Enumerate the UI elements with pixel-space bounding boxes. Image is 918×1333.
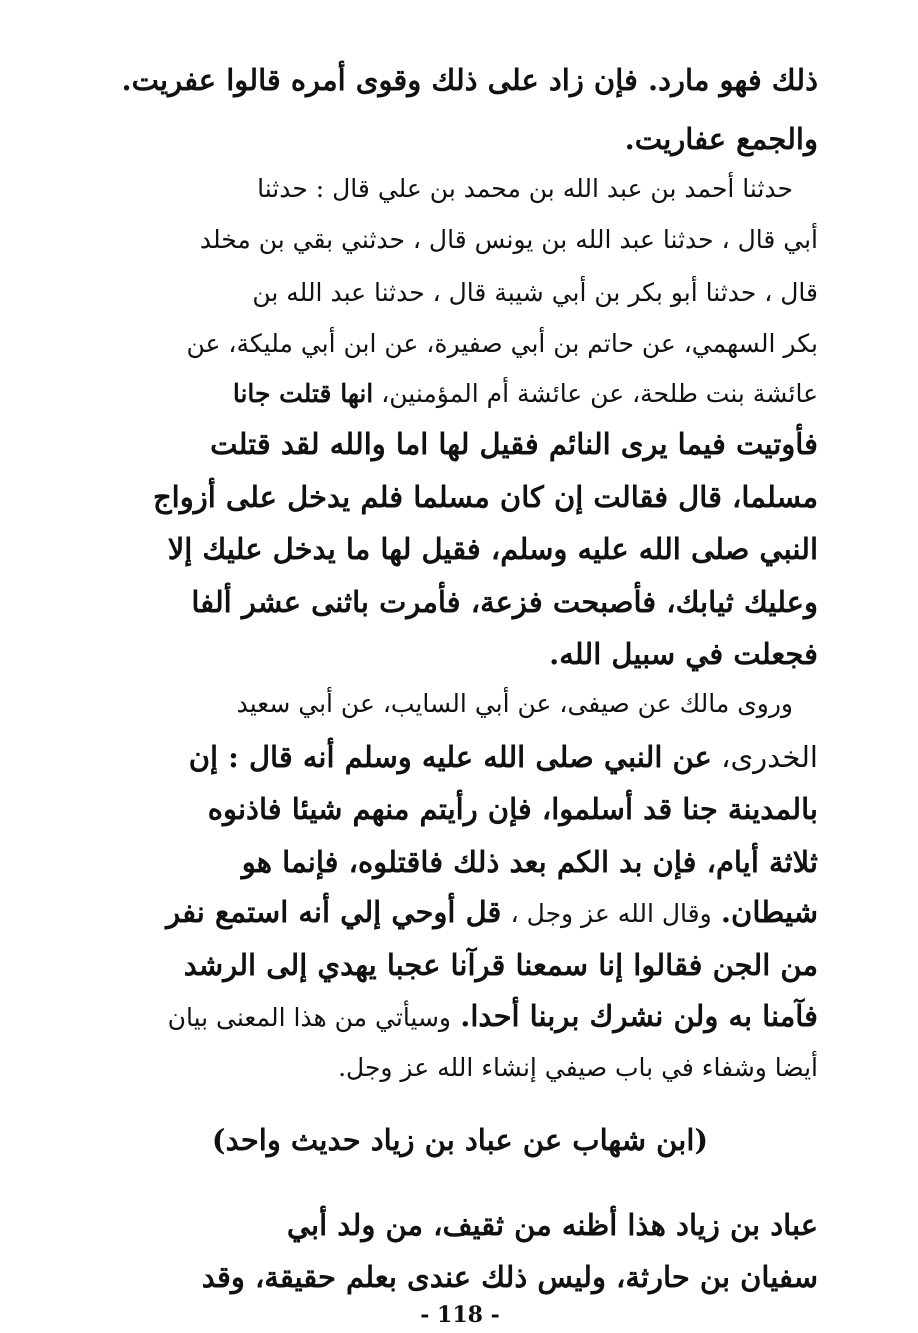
text-line: مسلما، قال فقالت إن كان مسلما فلم يدخل على أزواج: [152, 480, 818, 514]
text-line: سفيان بن حارثة، وليس ذلك عندى بعلم حقيقة، وقد: [201, 1260, 818, 1294]
text-run-bold: قل أوحي إلي أنه استمع نفر: [166, 895, 502, 929]
text-run: عائشة بنت طلحة، عن عائشة أم المؤمنين،: [381, 379, 818, 408]
text-line: ثلاثة أيام، فإن بد الكم بعد ذلك فاقتلوه، فإنما هو: [241, 845, 818, 879]
text-run: وسيأتي من هذا المعنى بيان: [167, 1003, 451, 1032]
page-number: - 118 -: [420, 1302, 500, 1328]
text-line: فجعلت في سبيل الله.: [549, 637, 818, 671]
text-line: [158, 372, 818, 416]
text-line: فأوتيت فيما يرى النائم فقيل لها اما والله لقد قتلت: [210, 427, 818, 461]
text-line: [158, 735, 818, 779]
text-line: أيضا وشفاء في باب صيفي إنشاء الله عز وجل.: [338, 1053, 818, 1082]
text-run: وقال الله عز وجل ،: [510, 899, 712, 928]
text-line: بالمدينة جنا قد أسلموا، فإن رأيتم منهم شيئا فاذنوه: [207, 792, 818, 826]
text-line: والجمع عفاريت.: [624, 122, 818, 156]
text-run: الخدرى،: [721, 740, 818, 774]
text-line: من الجن فقالوا إنا سمعنا قرآنا عجبا يهدي إلى الرشد: [183, 948, 818, 982]
text-line: [158, 890, 818, 934]
text-line: عباد بن زياد هذا أظنه من ثقيف، من ولد أبي: [286, 1208, 818, 1242]
text-line: ذلك فهو مارد. فإن زاد على ذلك وقوى أمره قالوا عفريت.: [121, 63, 818, 97]
text-line: وروى مالك عن صيفى، عن أبي السايب، عن أبي سعيد: [236, 689, 793, 718]
text-line: حدثنا أحمد بن عبد الله بن محمد بن علي قال : حدثنا: [257, 174, 793, 203]
text-run-bold: انها قتلت جانا: [232, 379, 374, 408]
text-run-bold: عن النبي صلى الله عليه وسلم أنه قال : إن: [188, 740, 712, 774]
text-line: قال ، حدثنا أبو بكر بن أبي شيبة قال ، حدثنا عبد الله بن: [252, 278, 818, 307]
text-line: أبي قال ، حدثنا عبد الله بن يونس قال ، حدثني بقي بن مخلد: [199, 225, 818, 254]
text-run-bold: شيطان.: [720, 895, 818, 929]
text-line: النبي صلى الله عليه وسلم، فقيل لها ما يدخل عليك إلا: [167, 532, 818, 566]
section-heading: (ابن شهاب عن عباد بن زياد حديث واحد): [211, 1123, 709, 1157]
text-line: وعليك ثيابك، فأصبحت فزعة، فأمرت باثنى عشر ألفا: [191, 585, 818, 619]
text-line: بكر السهمي، عن حاتم بن أبي صفيرة، عن ابن أبي مليكة، عن: [186, 329, 818, 358]
text-run-bold: فآمنا به ولن نشرك بربنا أحدا.: [460, 999, 818, 1033]
text-line: [158, 994, 818, 1038]
